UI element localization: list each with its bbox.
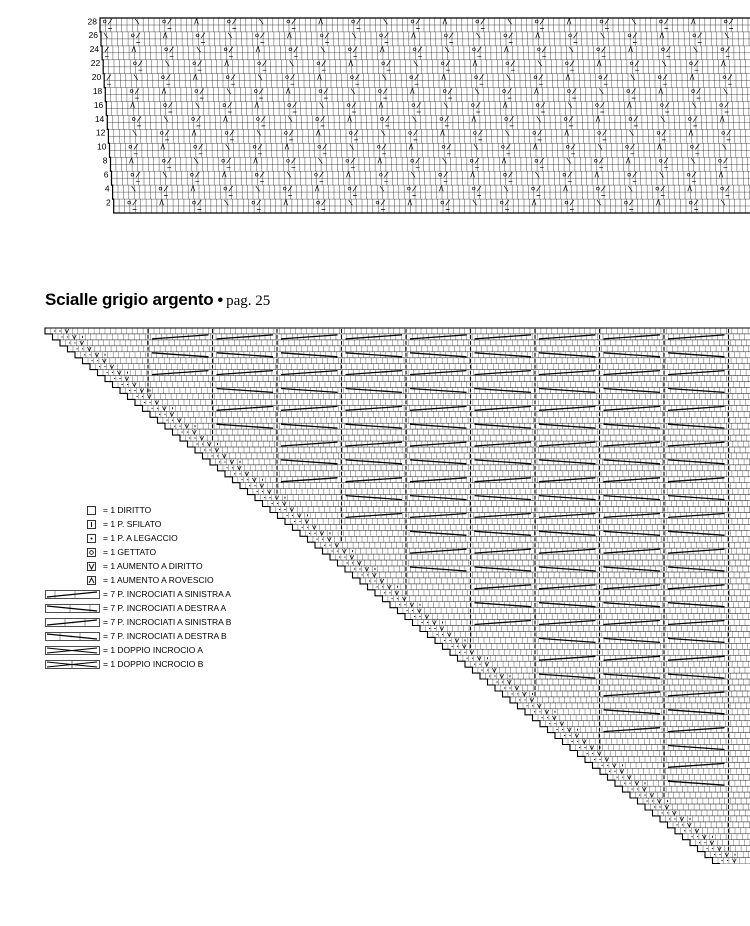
yarn-over-icon — [45, 548, 103, 557]
box-empty-icon — [45, 506, 103, 515]
increase-knit-icon — [45, 562, 103, 571]
legend-text: = 7 P. INCROCIATI A SINISTRA B — [103, 617, 232, 627]
double-cross-a-icon — [45, 646, 103, 655]
increase-purl-icon — [45, 576, 103, 585]
legend-text: = 1 GETTATO — [103, 547, 157, 557]
legend-item-cable-right-a — [45, 601, 231, 615]
row-label: 22 — [90, 58, 101, 69]
legend-item-knit — [45, 503, 231, 517]
legend-text: = 1 DOPPIO INCROCIO A — [103, 645, 203, 655]
garter-dot-icon — [45, 534, 103, 543]
cable-right-b-icon — [45, 632, 103, 641]
row-label: 2 — [105, 197, 111, 208]
row-label: 14 — [94, 113, 105, 124]
cable-right-a-icon — [45, 604, 103, 613]
row-label: 8 — [102, 155, 108, 166]
legend-item-slip — [45, 517, 231, 531]
cable-left-b-icon — [45, 618, 103, 627]
legend-text: = 1 DIRITTO — [103, 505, 152, 515]
row-label: 20 — [91, 72, 102, 82]
chart-title — [45, 290, 270, 310]
cable-left-a-icon — [45, 590, 103, 599]
legend-text: = 7 P. INCROCIATI A SINISTRA A — [103, 589, 231, 599]
chart-title-text: Scialle grigio argento — [45, 290, 214, 309]
legend-item-double-cross-b — [45, 657, 231, 671]
row-label: 6 — [103, 169, 109, 180]
legend-text: = 1 DOPPIO INCROCIO B — [103, 659, 204, 669]
legend-item-cable-left-a — [45, 587, 231, 601]
row-label: 12 — [95, 127, 106, 138]
legend-item-inc-knit — [45, 559, 231, 573]
legend-text: = 1 AUMENTO A DIRITTO — [103, 561, 203, 571]
legend-text: = 1 AUMENTO A ROVESCIO — [103, 575, 214, 585]
slip-stitch-columns — [148, 329, 729, 851]
row-label: 4 — [104, 183, 110, 194]
row-label: 28 — [87, 16, 97, 27]
legend-text: = 7 P. INCROCIATI A DESTRA A — [103, 603, 227, 613]
legend-item-cable-left-b — [45, 615, 231, 629]
row-label: 18 — [92, 85, 103, 96]
legend-item-cable-right-b — [45, 629, 231, 643]
row-label: 10 — [97, 141, 107, 152]
row-label: 24 — [89, 44, 100, 55]
legend-text: = 1 P. A LEGACCIO — [103, 533, 178, 543]
legend-text: = 7 P. INCROCIATI A DESTRA B — [103, 631, 227, 641]
legend-item-yarnover — [45, 545, 231, 559]
row-label: 16 — [93, 99, 104, 110]
upper-knitting-chart — [0, 0, 750, 230]
title-separator: • — [217, 292, 224, 309]
upper-chart-row-labels — [88, 16, 111, 207]
stitch-legend — [45, 503, 231, 671]
legend-text: = 1 P. SFILATO — [103, 519, 162, 529]
double-cross-b-icon — [45, 660, 103, 669]
row-label: 26 — [88, 30, 98, 41]
upper-chart-symbols — [103, 19, 733, 210]
cable-cross-lines — [152, 335, 725, 785]
legend-item-garter — [45, 531, 231, 545]
legend-item-inc-purl — [45, 573, 231, 587]
legend-item-double-cross-a — [45, 643, 231, 657]
page-reference: pag. 25 — [226, 293, 271, 309]
slip-stitch-icon — [45, 520, 103, 529]
